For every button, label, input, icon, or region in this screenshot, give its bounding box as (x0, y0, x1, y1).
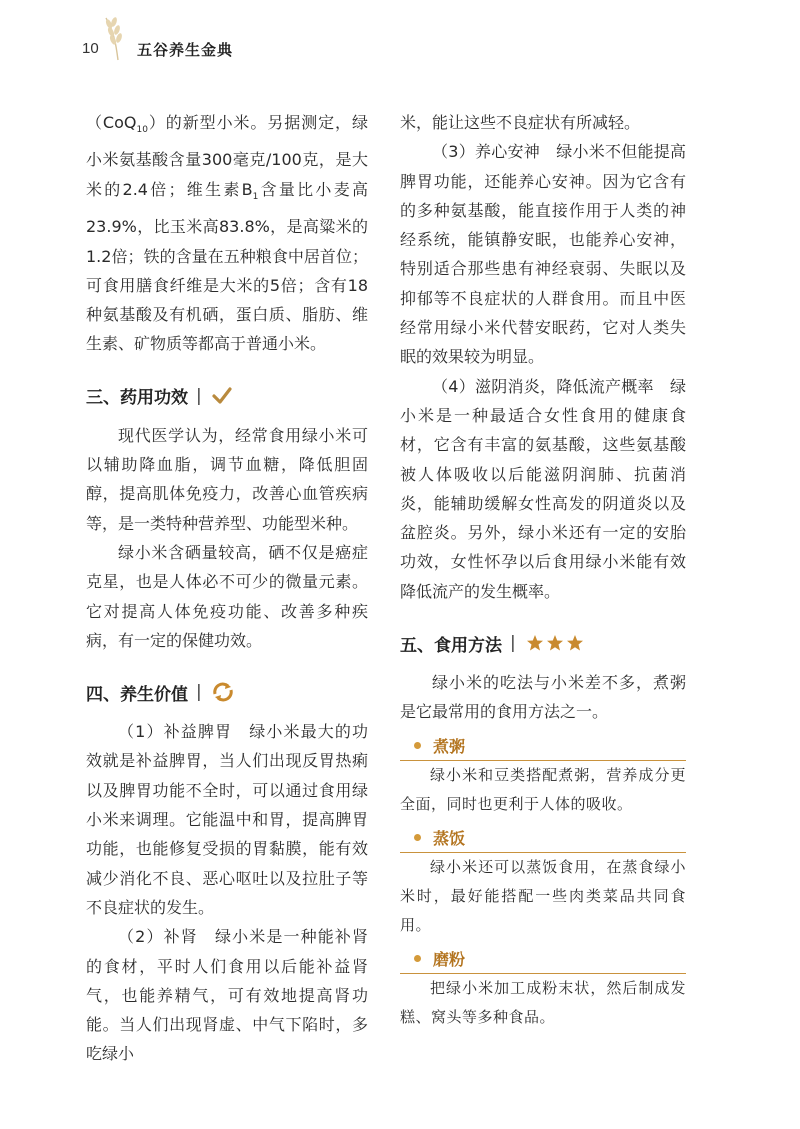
intro-text-a: （CoQ (86, 113, 137, 132)
paragraph: 绿小米含硒量较高，硒不仅是癌症克星，也是人体必不可少的微量元素。它对提高人体免疫功能、改善多种疾病，有一定的保健功效。 (86, 542, 368, 650)
book-title: 五谷养生金典 (137, 41, 234, 59)
method-heading (400, 731, 686, 761)
section-title: 五、食用方法 (400, 635, 502, 656)
paragraph: （4）滋阴消炎，降低流产概率 绿小米是一种最适合女性食用的健康食材，它含有丰富的氨基酸，这些氨基酸被人体吸收以后能滋阴润肺、抗菌消炎，能辅助缓解女性高发的阴道炎以及盆腔炎。另外，绿小米还有一定的安胎功效，女性怀孕以后食用绿小米能有效降低流产的发生概率。 (400, 376, 686, 601)
paragraph: 绿小米的吃法与小米差不多，煮粥是它最常用的食用方法之一。 (400, 673, 686, 722)
paragraph: （3）养心安神 绿小米不但能提高脾胃功能，还能养心安神。因为它含有的多种氨基酸，能直接作用于人类的神经系统，能镇静安眠，也能养心安神，特别适合那些患有神经衰弱、失眠以及抑郁等不良症状的人群食用。而且中医经常用绿小米代替安眠药，它对人类失眠的效果较为明显。 (400, 142, 686, 367)
section-title: 四、养生价值 (86, 684, 188, 705)
right-column (400, 108, 686, 1032)
star-icon (526, 634, 584, 652)
method-heading (400, 823, 686, 853)
intro-subscript: 10 (136, 125, 148, 136)
left-column (86, 108, 368, 1069)
bullet-dot (414, 742, 421, 749)
section-heading-health-value: 四、养生价值 | (86, 675, 368, 709)
intro-text-c: 含量比小麦高23.9%，比玉米高83.8%，是高粱米的1.2倍；铁的含量在五种粮食中居首位；可食用膳食纤维是大米的5倍；含有18种氨基酸及有机硒，蛋白质、脂肪、维生素、矿物质等都高于普通小米。 (86, 179, 368, 354)
check-icon (212, 387, 232, 405)
page-header (82, 14, 382, 64)
method-name: 蒸饭 (433, 828, 466, 848)
method-heading (400, 944, 686, 974)
paragraph-continued: 米，能让这些不良症状有所减轻。 (400, 113, 641, 132)
paragraph: （1）补益脾胃 绿小米最大的功效就是补益脾胃，当人们出现反胃热痢以及脾胃功能不全时，可以通过食用绿小米来调理。它能温中和胃，提高脾胃功能，也能修复受损的胃黏膜，能有效减少消化不良、恶心呕吐以及拉肚子等不良症状的发生。 (86, 722, 368, 917)
section-heading-medicinal: 三、药用功效 | (86, 379, 368, 413)
page-number: 10 (82, 40, 99, 57)
paragraph: 现代医学认为，经常食用绿小米可以辅助降血脂，调节血糖，降低胆固醇，提高肌体免疫力，改善心血管疾病等，是一类特种营养型、功能型米种。 (86, 425, 368, 533)
method-name: 煮粥 (433, 736, 466, 756)
wheat-icon (96, 14, 136, 62)
method-description: 绿小米和豆类搭配煮粥，营养成分更全面，同时也更利于人体的吸收。 (400, 765, 686, 813)
paragraph: （2）补肾 绿小米是一种能补肾的食材，平时人们食用以后能补益肾气，也能养精气，可有效地提高肾功能。当人们出现肾虚、中气下陷时，多吃绿小 (86, 927, 368, 1064)
section-heading-eating-methods: 五、食用方法 | (400, 626, 686, 660)
bullet-dot (414, 955, 421, 962)
bullet-dot (414, 834, 421, 841)
method-name: 磨粉 (433, 949, 466, 969)
method-description: 把绿小米加工成粉末状，然后制成发糕、窝头等多种食品。 (400, 978, 686, 1026)
intro-paragraph (86, 108, 368, 359)
refresh-arrows-icon (212, 682, 234, 702)
intro-text-b: ）的新型小米。另据测定，绿小米氨基酸含量300毫克/100克，是大米的2.4倍；维生素B (86, 113, 368, 199)
intro-subscript-2: 1 (252, 191, 259, 202)
section-title: 三、药用功效 (86, 388, 188, 409)
method-description: 绿小米还可以蒸饭食用，在蒸食绿小米时，最好能搭配一些肉类菜品共同食用。 (400, 857, 686, 934)
